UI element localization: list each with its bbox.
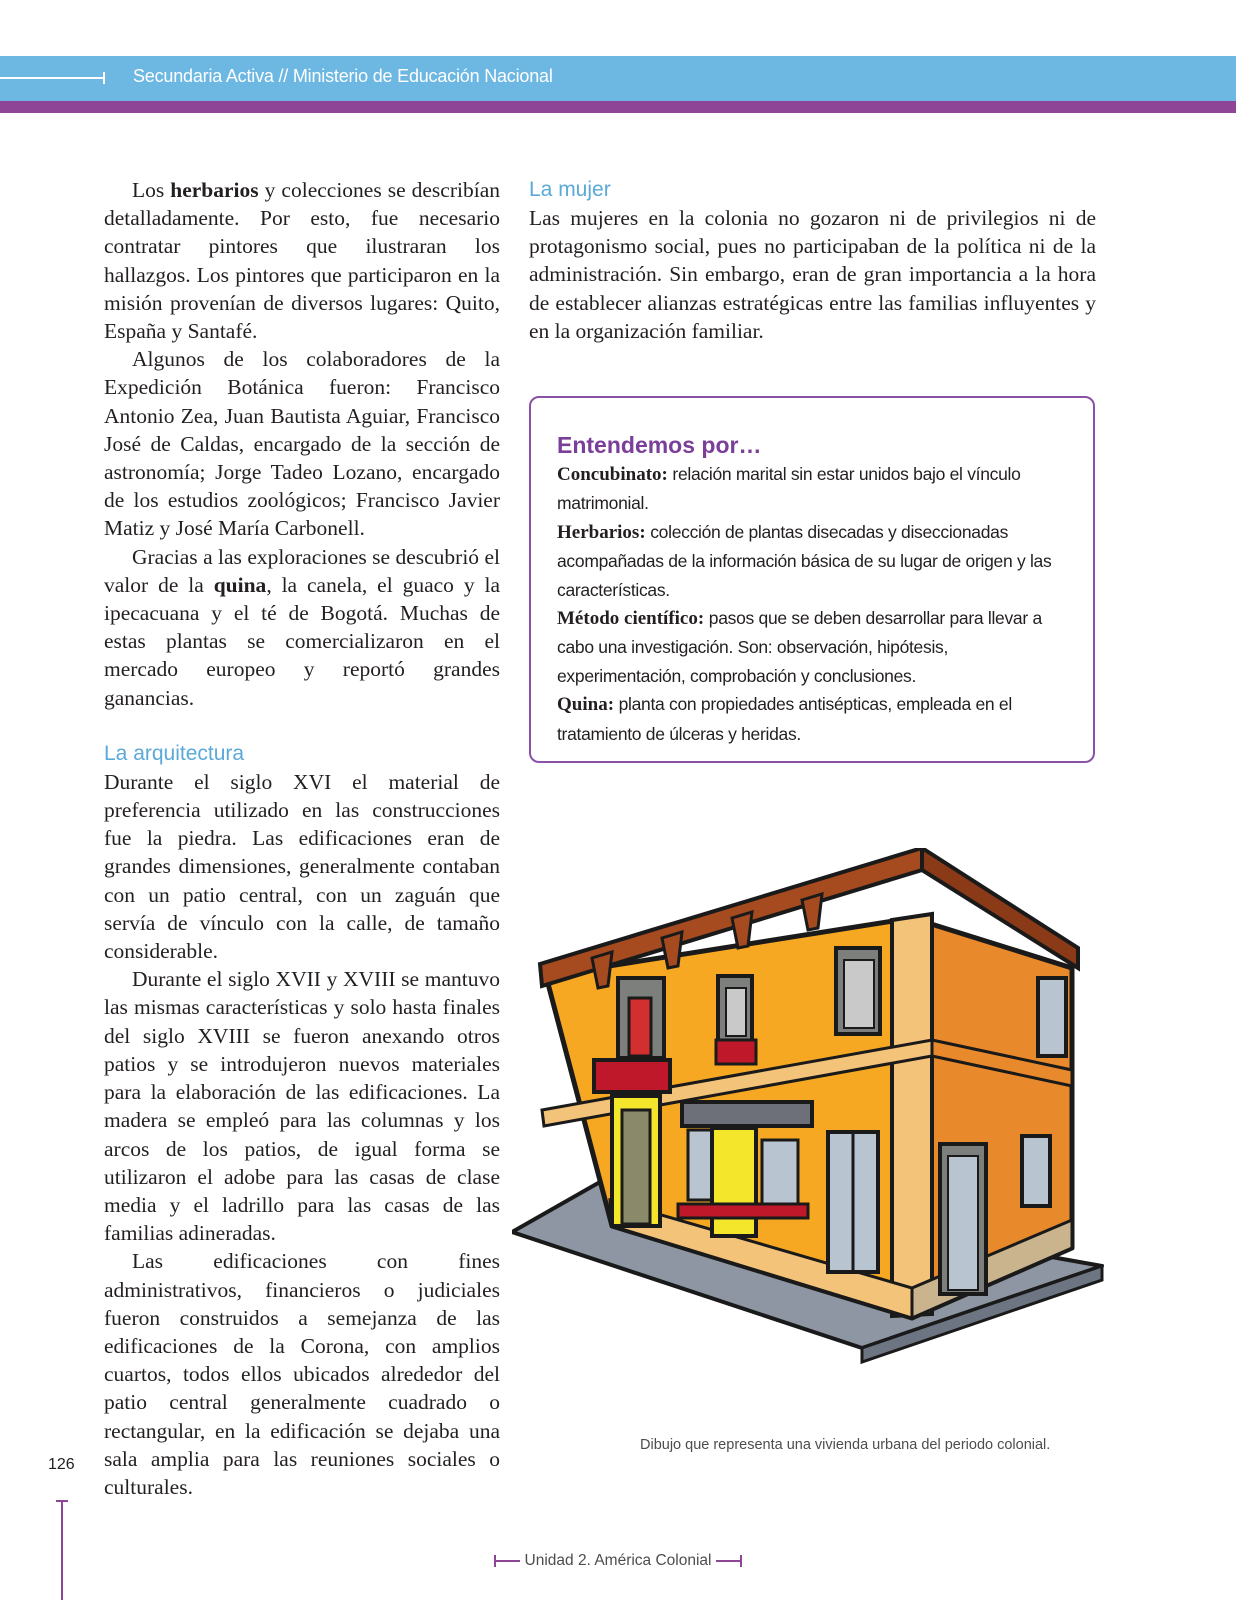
glossary-item-concubinato: Concubinato: relación marital sin estar unidos bajo el vínculo matrimonial. bbox=[557, 464, 1021, 514]
bold-term-herbarios: herbarios bbox=[170, 178, 259, 202]
glossary-item-herbarios: Herbarios: colección de plantas disecadas y diseccionadas acompañadas de la información básica de su lugar de origen y las características. bbox=[557, 521, 1052, 600]
header-rule bbox=[0, 77, 104, 79]
page-number: 126 bbox=[48, 1456, 75, 1473]
glossary-title: Entendemos por… bbox=[557, 432, 762, 458]
paragraph-mujer: Las mujeres en la colonia no gozaron ni de privilegios ni de protagonismo social, pues no participaban de la política ni de la administración. Sin embargo, eran de gran importancia a la hora de establecer alianzas estratégicas entre las familias influyentes y en la organización familiar. bbox=[529, 206, 1096, 343]
header-stripe bbox=[0, 101, 1236, 113]
right-column bbox=[529, 176, 1096, 345]
paragraph-siglo-xvii: Durante el siglo XVII y XVIII se mantuvo las mismas características y solo hasta finales del siglo XVIII se fueron anexando otros patios y se introdujeron nuevos materiales para la elaboración de las edificaciones. La madera se empleó para las columnas y los arcos de los patios, de igual forma se utilizaron el adobe para las casas de clase media y el ladrillo para las casas de las familias adineradas. bbox=[104, 967, 500, 1246]
left-column bbox=[104, 176, 500, 1501]
heading-mujer: La mujer bbox=[529, 178, 611, 201]
paragraph-colaboradores: Algunos de los colaboradores de la Expedición Botánica fueron: Francisco Antonio Zea, Juan Bautista Aguiar, Francisco José de Caldas, encargado de la sección de astronomía; Jorge Tadeo Lozano, encargado de los estudios zoológicos; Francisco Javier Matiz y José María Carbonell. bbox=[104, 347, 500, 541]
header-rule-tick bbox=[103, 72, 105, 84]
bold-term-quina: quina bbox=[213, 572, 267, 597]
glossary-item-metodo: Método científico: pasos que se deben desarrollar para llevar a cabo una investigación. Son: observación, hipótesis, experimentación, comprobación y conclusiones. bbox=[557, 608, 1042, 686]
footer-unit bbox=[0, 1552, 1236, 1570]
header-title: Secundaria Activa // Ministerio de Educación Nacional bbox=[133, 66, 553, 86]
paragraph-edificaciones: Las edificaciones con fines administrativos, financieros o judiciales fueron construidos a semejanza de las edificaciones de la Corona, con amplios cuartos, todos ellos ubicados alrededor del patio central generalmente cuadrado o rectangular, en la edificación se dejaba una sala amplia para las reuniones sociales o culturales. bbox=[104, 1249, 500, 1499]
footer-right-rule bbox=[716, 1560, 742, 1562]
footer-unit-title: América Colonial bbox=[590, 1552, 712, 1569]
footer-left-rule bbox=[494, 1560, 520, 1562]
glossary-list bbox=[557, 460, 1077, 748]
paragraph-exploraciones: Gracias a las exploraciones se descubrió el valor de la quina, la canela, el guaco y la ipecacuana y el té de Bogotá. Muchas de estas plantas se comercializaron en el mercado europeo y reportó grandes ganancias. bbox=[104, 544, 500, 710]
paragraph-herbarios: Los herbarios y colecciones se describían detalladamente. Por esto, fue necesario contratar pintores que ilustraran los hallazgos. Los pintores que participaron en la misión provenían de diversos lugares: Quito, España y Santafé. bbox=[104, 178, 500, 344]
margin-rule bbox=[61, 1500, 63, 1600]
paragraph-siglo-xvi: Durante el siglo XVI el material de preferencia utilizado en las construcciones fue la piedra. Las edificaciones eran de grandes dimensiones, generalmente contaban con un patio central, con un zaguán que servía de vínculo con la calle, de tamaño considerable. bbox=[104, 769, 500, 964]
footer-unit-label: Unidad 2. bbox=[524, 1552, 591, 1569]
colonial-house-illustration bbox=[512, 848, 1128, 1384]
glossary-item-quina: Quina: planta con propiedades antisépticas, empleada en el tratamiento de úlceras y heridas. bbox=[557, 694, 1012, 744]
heading-arquitectura: La arquitectura bbox=[104, 741, 245, 765]
illustration-caption: Dibujo que representa una vivienda urbana del periodo colonial. bbox=[640, 1437, 1051, 1453]
